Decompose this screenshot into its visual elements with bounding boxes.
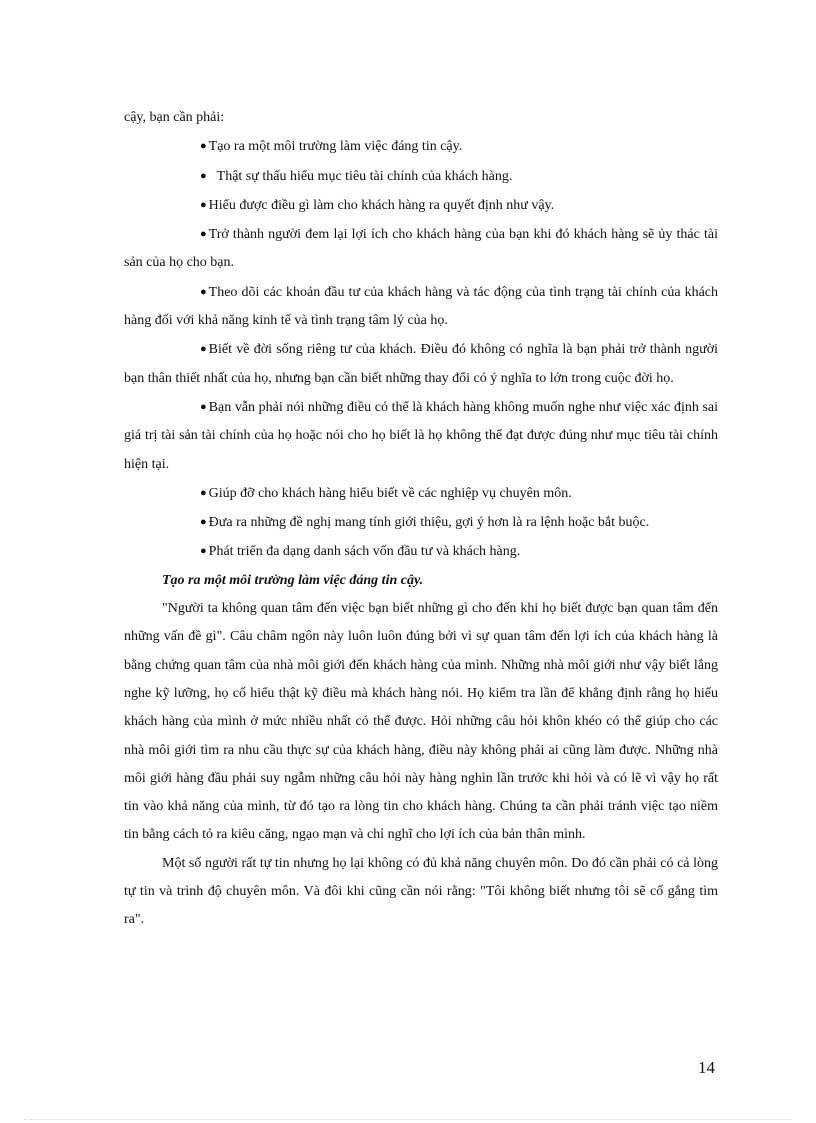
body-paragraph: "Người ta không quan tâm đến việc bạn biết những gì cho đến khi họ biết được bạn quan tâm đến những vấn đề gì". Câu châm ngôn này luôn luôn đúng bởi vì sự quan tâm đến lợi ích của khách hàng là bằng chứng quan tâm của nhà môi giới đến khách hàng của mình. Những nhà môi giới như vậy biết lắng nghe kỹ lưỡng, họ cố hiểu thật kỹ điều mà khách hàng nói. Họ kiểm tra lần để khẳng định rằng họ hiểu khách hàng của mình ở mức nhiều nhất có thể được. Hỏi những câu hỏi khôn khéo có thể giúp cho các nhà môi giới tìm ra nhu cầu thực sự của khách hàng, điều này không phải ai cũng làm được. Những nhà môi giới hàng đầu phải suy ngẫm những câu hỏi này hàng nghìn lần trước khi hỏi và có lẽ vì vậy họ rất tin vào khả năng của mình, từ đó tạo ra lòng tin cho khách hàng. Chúng ta cần phải tránh việc tạo niềm tin bằng cách tỏ ra kiêu căng, ngạo mạn và chỉ nghĩ cho lợi ích của bản thân mình.	[124, 601, 718, 843]
page-content	[124, 104, 718, 935]
bullet-text: Phát triển đa dạng danh sách vốn đầu tư và khách hàng.	[208, 544, 521, 560]
bullet-item	[124, 479, 718, 508]
section-heading: Tạo ra một môi trường làm việc đáng tin cậy.	[162, 572, 424, 588]
bullet-item	[124, 278, 718, 336]
bullet-dot-icon: ●	[200, 198, 207, 211]
bullet-dot-icon: ●	[200, 486, 207, 499]
bullet-dot-icon: ●	[200, 516, 207, 529]
bullet-text: Biết về đời sống riêng tư của khách. Điều đó không có nghĩa là bạn phải trở thành người bạn thân thiết nhất của họ, nhưng bạn cần biết những thay đổi có ý nghĩa to lớn trong cuộc đời họ.	[124, 342, 718, 386]
bullet-item	[124, 191, 718, 220]
body-paragraph: Một số người rất tự tin nhưng họ lại không có đủ khả năng chuyên môn. Do đó cần phải có cả lòng tự tin và trình độ chuyên môn. Và đôi khi cũng cần nói rằng: "Tôi không biết nhưng tôi sẽ cố gắng tìm ra".	[124, 855, 718, 928]
bullet-text: Thật sự thấu hiểu mục tiêu tài chính của khách hàng.	[216, 168, 513, 184]
bullet-text: Giúp đỡ cho khách hàng hiểu biết về các nghiệp vụ chuyên môn.	[208, 485, 572, 501]
bullet-text: Đưa ra những đề nghị mang tính giới thiệu, gợi ý hơn là ra lệnh hoặc bắt buộc.	[208, 515, 650, 531]
bullet-dot-icon: ●	[200, 400, 207, 413]
bullet-item	[124, 537, 718, 566]
lead-line: cậy, bạn cần phải:	[124, 110, 225, 125]
bullet-dot-icon: ●	[200, 545, 207, 558]
bullet-text: Trở thành người đem lại lợi ích cho khách hàng của bạn khi đó khách hàng sẽ ủy thác tài sản của họ cho bạn.	[124, 227, 718, 271]
bullet-dot-icon: ●	[200, 169, 207, 182]
bullet-item	[124, 132, 718, 161]
bullet-dot-icon: ●	[200, 285, 207, 298]
bullet-item	[124, 162, 718, 191]
bullet-item	[124, 220, 718, 278]
bullet-dot-icon: ●	[200, 343, 207, 356]
bullet-dot-icon: ●	[200, 140, 207, 153]
bullet-text: Theo dõi các khoản đầu tư của khách hàng và tác động của tình trạng tài chính của khách hàng đối với khả năng kinh tế và tình trạng tâm lý của họ.	[124, 284, 718, 329]
bullet-item	[124, 335, 718, 393]
bullet-text: Bạn vẫn phải nói những điều có thể là khách hàng không muốn nghe như việc xác định sai giá trị tài sản tài chính của họ hoặc nói cho họ biết là họ không thể đạt được đúng như mục tiêu tài chính hiện tại.	[124, 399, 718, 472]
bullet-item	[124, 508, 718, 537]
bullet-text: Tạo ra một môi trường làm việc đáng tin cậy.	[208, 139, 463, 155]
bullet-text: Hiểu được điều gì làm cho khách hàng ra quyết định như vậy.	[208, 197, 555, 213]
page-number: 14	[698, 1058, 715, 1077]
footer-divider	[24, 1119, 792, 1120]
bullet-dot-icon: ●	[200, 228, 207, 241]
bullet-item	[124, 393, 718, 479]
